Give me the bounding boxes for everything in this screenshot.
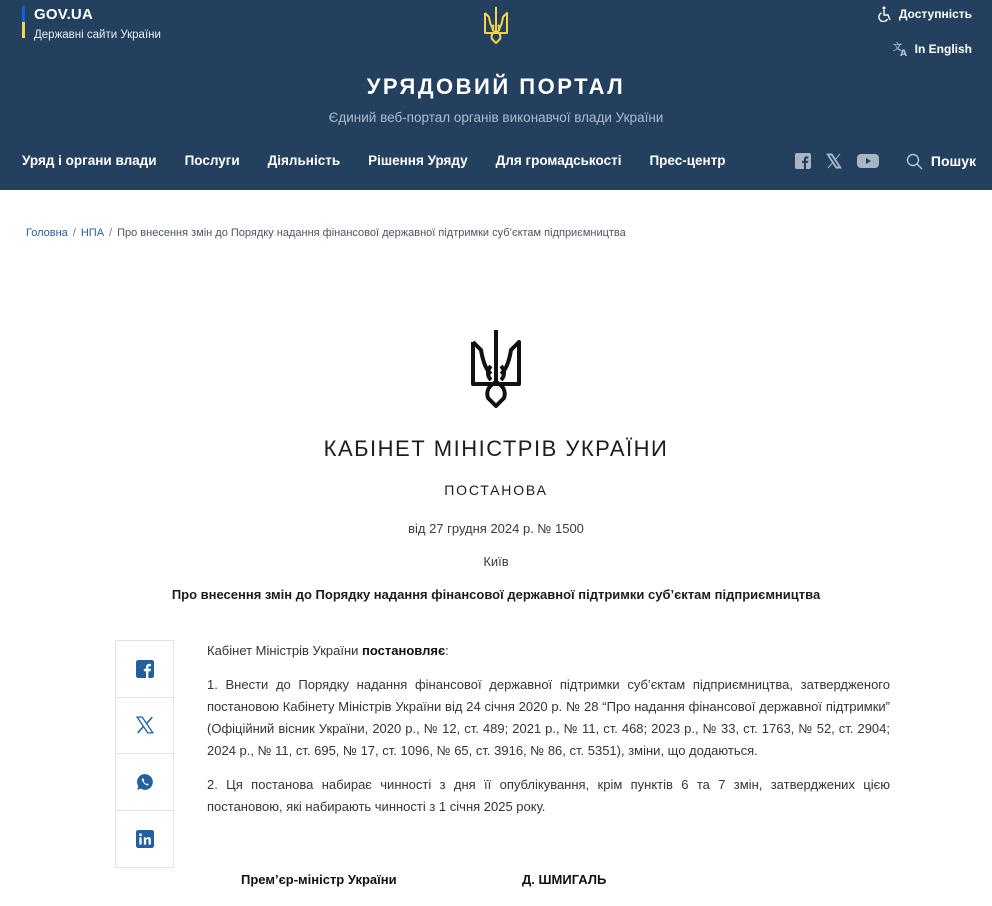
intro-suffix: : bbox=[445, 643, 449, 658]
accessibility-label: Доступність bbox=[898, 7, 972, 21]
svg-text:A: A bbox=[899, 49, 907, 57]
document-body bbox=[207, 640, 890, 830]
search-icon bbox=[906, 153, 923, 170]
intro-text: Кабінет Міністрів України bbox=[207, 643, 363, 658]
breadcrumb-separator: / bbox=[72, 227, 76, 239]
english-label: In English bbox=[914, 42, 972, 56]
document-title: Про внесення змін до Порядку надання фінансової державної підтримки суб’єктам підприємництва bbox=[171, 587, 821, 602]
govua-subtitle: Державні сайти України bbox=[34, 29, 161, 41]
document-organization: КАБІНЕТ МІНІСТРІВ УКРАЇНИ bbox=[323, 436, 669, 461]
youtube-icon[interactable] bbox=[857, 153, 879, 169]
accessibility-icon bbox=[877, 6, 893, 22]
nav-item-press[interactable]: Прес-центр bbox=[649, 153, 726, 168]
accessibility-button[interactable] bbox=[877, 5, 972, 23]
signatory-name: Д. ШМИГАЛЬ bbox=[522, 872, 607, 887]
share-x-button[interactable] bbox=[116, 698, 173, 755]
govua-title: GOV.UA bbox=[34, 6, 93, 23]
breadcrumb-current: Про внесення змін до Порядку надання фінансової державної підтримки суб’єктам підприємництва bbox=[117, 227, 626, 239]
share-linkedin-button[interactable] bbox=[116, 811, 173, 868]
top-links bbox=[877, 5, 972, 75]
trident-coat-of-arms-icon bbox=[469, 326, 523, 410]
intro-bold: постановляє bbox=[362, 643, 446, 658]
search-button[interactable] bbox=[906, 153, 976, 170]
facebook-icon bbox=[136, 660, 154, 678]
document-type: ПОСТАНОВА bbox=[444, 482, 548, 498]
search-label: Пошук bbox=[930, 153, 976, 169]
site-header bbox=[0, 0, 992, 190]
breadcrumb-home[interactable]: Головна bbox=[26, 227, 68, 239]
flag-bar bbox=[22, 6, 25, 38]
govua-link[interactable] bbox=[22, 6, 161, 44]
breadcrumb bbox=[26, 227, 626, 239]
x-icon bbox=[136, 716, 154, 734]
trident-emblem-icon[interactable] bbox=[482, 5, 510, 45]
facebook-icon[interactable] bbox=[795, 153, 811, 169]
document-intro bbox=[207, 640, 890, 662]
nav-item-decisions[interactable]: Рішення Уряду bbox=[368, 153, 468, 168]
share-facebook-button[interactable] bbox=[116, 641, 173, 698]
signatory-title: Прем’єр-міністр України bbox=[241, 872, 397, 887]
nav-item-government[interactable]: Уряд і органи влади bbox=[22, 153, 157, 168]
document-city: Київ bbox=[483, 554, 509, 569]
share-whatsapp-button[interactable] bbox=[116, 754, 173, 811]
nav-item-public[interactable]: Для громадськості bbox=[495, 153, 622, 168]
whatsapp-icon bbox=[136, 773, 154, 791]
svg-text:文: 文 bbox=[892, 43, 902, 53]
nav-item-activity[interactable]: Діяльність bbox=[267, 153, 341, 168]
english-version-button[interactable] bbox=[877, 40, 972, 58]
breadcrumb-separator: / bbox=[109, 227, 113, 239]
nav-item-services[interactable]: Послуги bbox=[184, 153, 240, 168]
x-icon[interactable] bbox=[826, 153, 842, 169]
share-panel bbox=[115, 640, 174, 868]
document-paragraph-2: 2. Ця постанова набирає чинності з дня її опублікування, крім пунктів 6 та 7 змін, затверджених цією постановою, які набирають чинності з 1 січня 2025 року. bbox=[207, 777, 890, 814]
nav-right bbox=[795, 150, 976, 172]
linkedin-icon bbox=[136, 830, 154, 848]
portal-title[interactable]: УРЯДОВИЙ ПОРТАЛ bbox=[366, 74, 626, 99]
document-paragraph-1: 1. Внести до Порядку надання фінансової державної підтримки суб’єктам підприємництва, затвердженого постановою Кабінету Міністрів України від 24 січня 2020 р. № 28 “Про надання фінансової державної підтримки” (Офіційний вісник України, 2020 р., № 12, ст. 489; 2021 р., № 11, ст. 468; 2023 р., № 33, ст. 1763, № 52, ст. 2904; 2024 р., № 11, ст. 695, № 17, ст. 1096, № 65, ст. 3916, № 86, ст. 5351), зміни, що додаються. bbox=[207, 677, 890, 758]
portal-subtitle: Єдиний веб-портал органів виконавчої влади України bbox=[328, 110, 664, 125]
translate-icon bbox=[893, 41, 909, 57]
document-date-number: від 27 грудня 2024 р. № 1500 bbox=[408, 521, 584, 536]
breadcrumb-npa[interactable]: НПА bbox=[80, 227, 105, 239]
main-nav bbox=[22, 150, 754, 172]
